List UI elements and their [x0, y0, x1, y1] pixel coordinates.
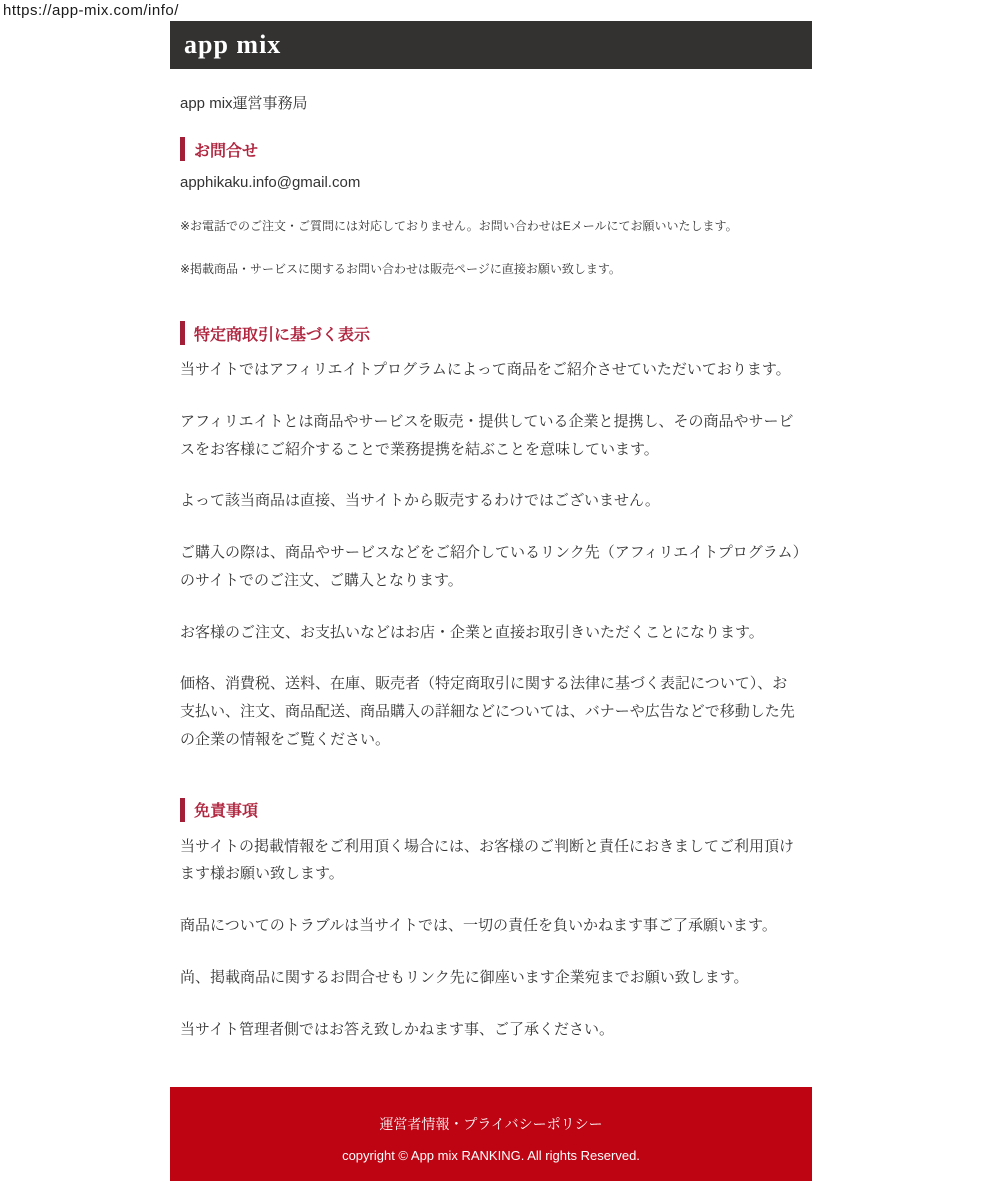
site-logo-title[interactable]: app mix — [184, 30, 282, 59]
browser-url-text: https://app-mix.com/info/ — [3, 2, 179, 19]
contact-section-heading — [180, 137, 802, 161]
copyright-text: copyright © App mix RANKING. All rights Reserved. — [342, 1148, 640, 1164]
disclaimer-paragraph: 商品についてのトラブルは当サイトでは、一切の責任を負いかねます事ご了承願います。 — [180, 917, 777, 934]
disclaimer-section-title: 免責事項 — [194, 803, 259, 820]
disclaimer-section-heading — [180, 798, 802, 822]
transaction-paragraph: 当サイトではアフィリエイトプログラムによって商品をご紹介させていただいております。 — [180, 361, 791, 378]
transaction-paragraph: よって該当商品は直接、当サイトから販売するわけではございません。 — [180, 492, 660, 510]
main-content — [170, 92, 812, 1043]
contact-email: apphikaku.info@gmail.com — [180, 174, 361, 191]
site-header — [170, 21, 812, 69]
transaction-section-heading — [180, 321, 802, 345]
section-disclaimer — [180, 798, 802, 1044]
transaction-paragraph: アフィリエイトとは商品やサービスを販売・提供している企業と提携し、その商品やサービスをお客様にご紹介することで業務提携を結ぶことを意味しています。 — [180, 412, 794, 458]
contact-note: ※掲載商品・サービスに関するお問い合わせは販売ページに直接お願い致します。 — [180, 262, 621, 276]
page-container — [170, 21, 812, 1181]
transaction-paragraph: ご購入の際は、商品やサービスなどをご紹介しているリンク先（アフィリエイトプログラム）のサイトでのご注文、ご購入となります。 — [180, 544, 801, 589]
transaction-paragraph: 価格、消費税、送料、在庫、販売者（特定商取引に関する法律に基づく表記について）、お支払い、注文、商品配送、商品購入の詳細などについては、バナーや広告などで移動した先の企業の情報をご覧ください。 — [180, 675, 795, 748]
heading-accent-bar — [180, 798, 185, 822]
transaction-section-title: 特定商取引に基づく表示 — [194, 326, 371, 344]
disclaimer-paragraph: 当サイトの掲載情報をご利用頂く場合には、お客様のご判断と責任におきましてご利用頂けます様お願い致します。 — [180, 837, 794, 883]
operator-privacy-policy-link[interactable]: 運営者情報・プライバシーポリシー — [379, 1116, 603, 1133]
site-operator-label: app mix運営事務局 — [180, 95, 308, 112]
section-transaction-law — [180, 321, 802, 754]
transaction-paragraph: お客様のご注文、お支払いなどはお店・企業と直接お取引きいただくことになります。 — [180, 623, 764, 641]
site-footer — [170, 1087, 812, 1181]
section-contact — [180, 137, 802, 277]
disclaimer-paragraph: 当サイト管理者側ではお答え致しかねます事、ご了承ください。 — [180, 1020, 614, 1038]
contact-section-title: お問合せ — [194, 142, 259, 160]
disclaimer-paragraph: 尚、掲載商品に関するお問合せもリンク先に御座います企業宛までお願い致します。 — [180, 968, 749, 986]
contact-note: ※お電話でのご注文・ご質問には対応しておりません。お問い合わせはEメールにてお願いいたします。 — [180, 219, 738, 233]
heading-accent-bar — [180, 137, 185, 161]
heading-accent-bar — [180, 321, 185, 345]
